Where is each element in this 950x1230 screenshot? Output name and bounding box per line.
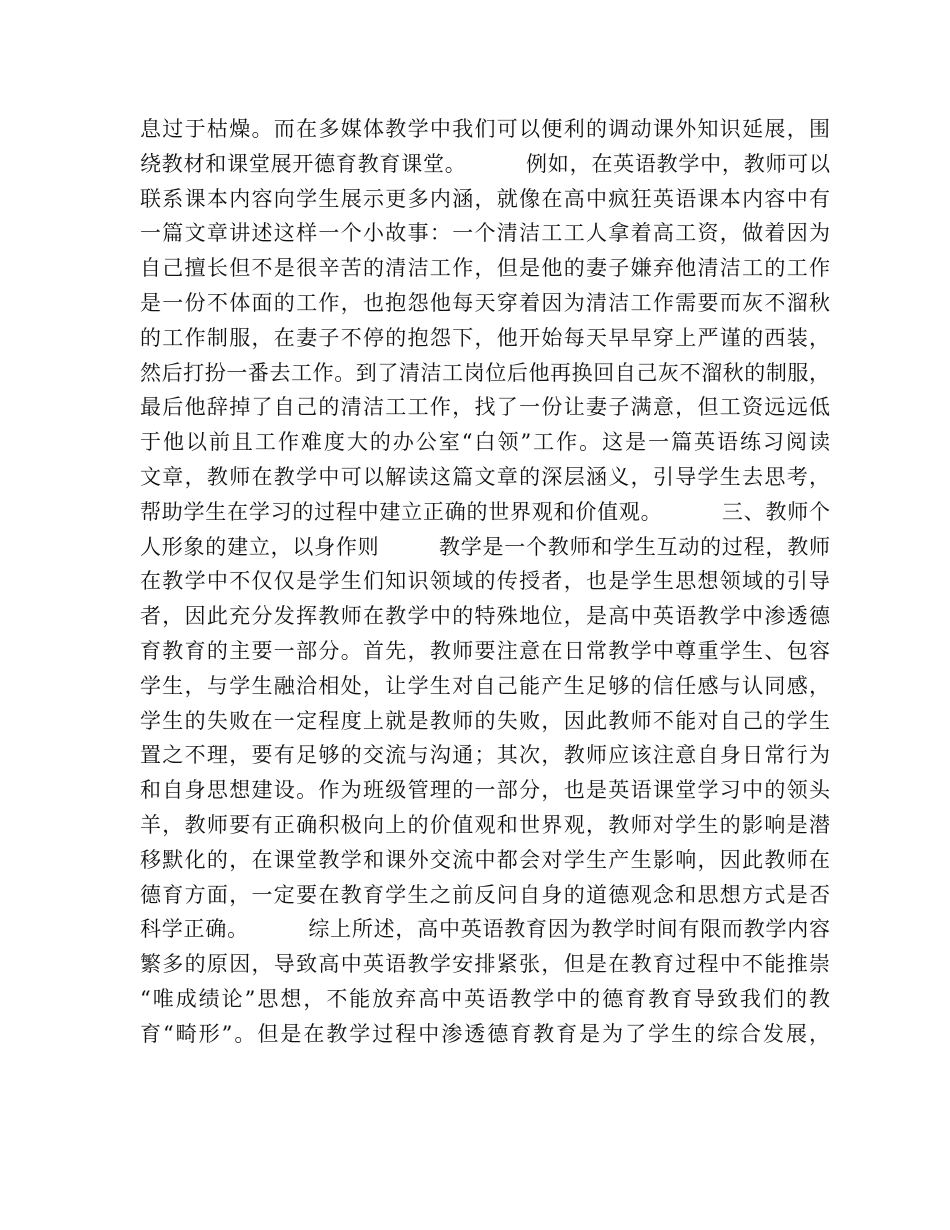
text-line: 自己擅长但不是很辛苦的清洁工作，但是他的妻子嫌弃他清洁工的工作 [140, 256, 830, 281]
text-line: 帮助学生在学习的过程中建立正确的世界观和价值观。 三、教师个 [140, 499, 830, 524]
text-line: 文章，教师在教学中可以解读这篇文章的深层涵义，引导学生去思考， [140, 464, 830, 489]
text-line: 者，因此充分发挥教师在教学中的特殊地位，是高中英语教学中渗透德 [140, 604, 830, 629]
text-line: 科学正确。 综上所述，高中英语教育因为教学时间有限而教学内容 [140, 917, 830, 942]
text-line: 是一份不体面的工作，也抱怨他每天穿着因为清洁工作需要而灰不溜秋 [140, 290, 830, 315]
text-line: 最后他辞掉了自己的清洁工工作，找了一份让妻子满意，但工资远远低 [140, 395, 830, 420]
text-line: 息过于枯燥。而在多媒体教学中我们可以便利的调动课外知识延展，围 [140, 117, 830, 141]
body-text [140, 112, 830, 1052]
text-line: 学生的失败在一定程度上就是教师的失败，因此教师不能对自己的学生 [140, 708, 830, 733]
text-line: 绕教材和课堂展开德育教育课堂。 例如，在英语教学中，教师可以 [140, 151, 830, 176]
text-line: 联系课本内容向学生展示更多内涵，就像在高中疯狂英语课本内容中有 [140, 186, 830, 211]
text-line: 置之不理，要有足够的交流与沟通；其次，教师应该注意自身日常行为 [140, 743, 830, 768]
text-line: 在教学中不仅仅是学生们知识领域的传授者，也是学生思想领域的引导 [140, 569, 830, 594]
text-line: 和自身思想建设。作为班级管理的一部分，也是英语课堂学习中的领头 [140, 778, 830, 803]
text-line: 羊，教师要有正确积极向上的价值观和世界观，教师对学生的影响是潜 [140, 812, 830, 837]
text-line: 育教育的主要一部分。首先，教师要注意在日常教学中尊重学生、包容 [140, 638, 830, 663]
text-line: 人形象的建立，以身作则 教学是一个教师和学生互动的过程，教师 [140, 534, 830, 559]
text-line: 德育方面，一定要在教育学生之前反问自身的道德观念和思想方式是否 [140, 882, 830, 907]
text-line: “唯成绩论”思想，不能放弃高中英语教学中的德育教育导致我们的教 [140, 986, 830, 1011]
text-line: 的工作制服，在妻子不停的抱怨下，他开始每天早早穿上严谨的西装， [140, 325, 830, 350]
text-line: 一篇文章讲述这样一个小故事：一个清洁工工人拿着高工资，做着因为 [140, 221, 830, 246]
text-line: 学生，与学生融洽相处，让学生对自己能产生足够的信任感与认同感， [140, 673, 830, 698]
text-line: 然后打扮一番去工作。到了清洁工岗位后他再换回自己灰不溜秋的制服， [140, 360, 830, 385]
text-line: 移默化的，在课堂教学和课外交流中都会对学生产生影响，因此教师在 [140, 847, 830, 872]
text-line: 繁多的原因，导致高中英语教学安排紧张，但是在教育过程中不能推崇 [140, 952, 830, 977]
text-line: 育“畸形”。但是在教学过程中渗透德育教育是为了学生的综合发展， [140, 1021, 830, 1046]
text-line: 于他以前且工作难度大的办公室“白领”工作。这是一篇英语练习阅读 [140, 430, 830, 455]
